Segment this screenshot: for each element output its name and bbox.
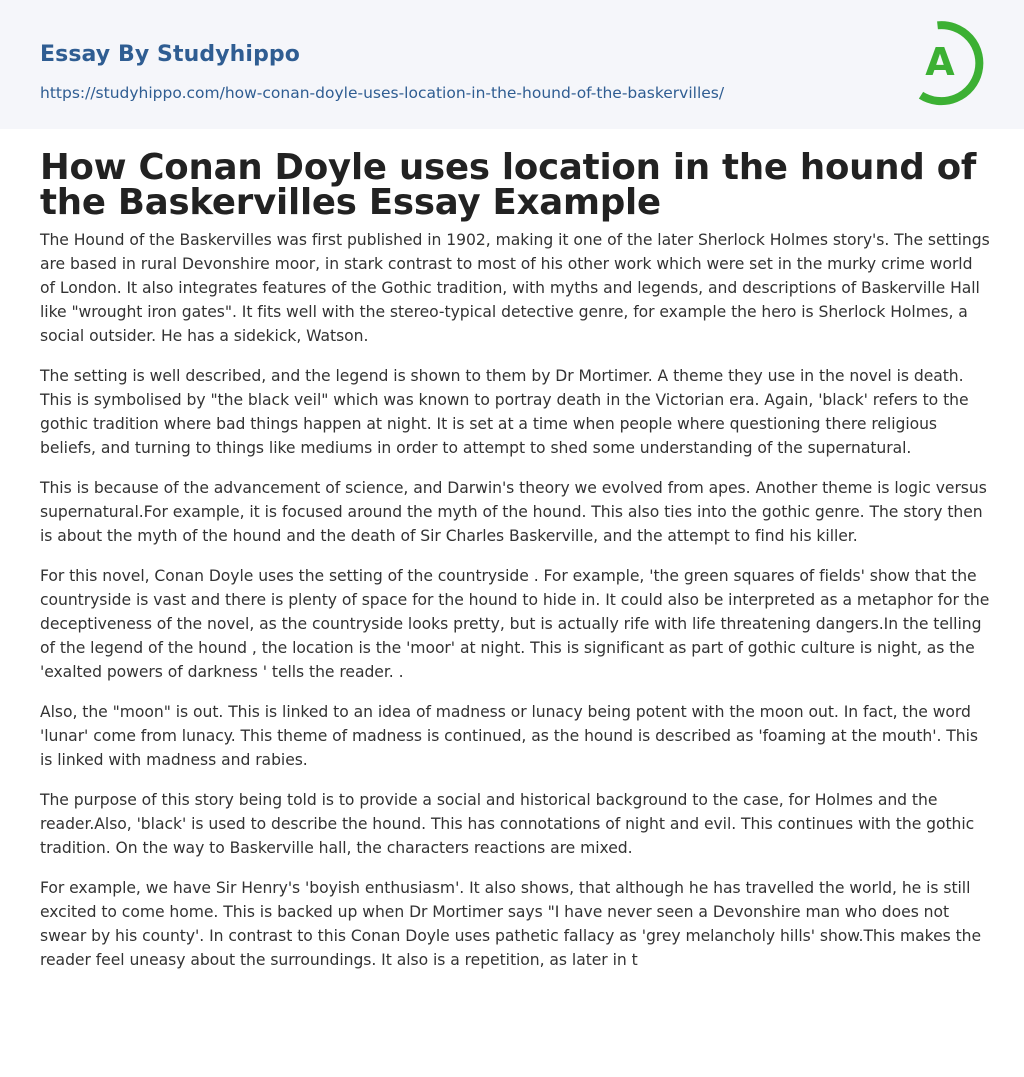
site-header [0,0,1024,129]
page-title: How Conan Doyle uses location in the hound of the Baskervilles Essay Example [40,147,977,223]
essay-paragraph: For this novel, Conan Doyle uses the setting of the countryside . For example, 'the green squares of fields' show that the countryside is vast and there is plenty of space for the hound to hide in. It could also be interpreted as a metaphor for the deceptiveness of the novel, as the countryside looks pretty, but is actually rife with life threatening dangers.In the telling of the legend of the hound , the location is the 'moor' at night. This is significant as part of gothic culture is night, as the 'exalted powers of darkness ' tells the reader. . [40,567,990,681]
logo-a-icon [908,18,988,106]
essay-paragraph: The setting is well described, and the legend is shown to them by Dr Mortimer. A theme they use in the novel is death. This is symbolised by "the black veil" which was known to portray death in the Victorian era. Again, 'black' refers to the gothic tradition where bad things happen at night. It is set at a time when people where questioning there religious beliefs, and turning to things like mediums in order to attempt to shed some understanding of the supernatural. [40,367,969,457]
essay-paragraph: The Hound of the Baskervilles was first published in 1902, making it one of the later Sherlock Holmes story's. The settings are based in rural Devonshire moor, in stark contrast to most of his other work which were set in the murky crime world of London. It also integrates features of the Gothic tradition, with myths and legends, and descriptions of Baskerville Hall like "wrought iron gates". It fits well with the stereo-typical detective genre, for example the hero is Sherlock Holmes, a social outsider. He has a sidekick, Watson. [40,231,990,345]
svg-text:A: A [925,40,955,84]
essay-paragraph: Also, the "moon" is out. This is linked to an idea of madness or lunacy being potent with the moon out. In fact, the word 'lunar' come from lunacy. This theme of madness is continued, as the hound is described as 'foaming at the mouth'. This is linked with madness and rabies. [40,703,978,769]
page-url-link[interactable]: https://studyhippo.com/how-conan-doyle-uses-location-in-the-hound-of-the-baskervilles/ [40,84,725,102]
essay-body [40,228,990,988]
essay-paragraph: For example, we have Sir Henry's 'boyish enthusiasm'. It also shows, that although he has travelled the world, he is still excited to come home. This is backed up when Dr Mortimer says "I have never seen a Devonshire man who does not swear by his county'. In contrast to this Conan Doyle uses pathetic fallacy as 'grey melancholy hills' show.This makes the reader feel uneasy about the surroundings. It also is a repetition, as later in t [40,879,982,969]
essay-paragraph: This is because of the advancement of science, and Darwin's theory we evolved from apes. Another theme is logic versus supernatural.For example, it is focused around the myth of the hound. This also ties into the gothic genre. The story then is about the myth of the hound and the death of Sir Charles Baskerville, and the attempt to find his killer. [40,479,987,545]
studyhippo-logo[interactable] [908,18,988,106]
essay-paragraph: The purpose of this story being told is to provide a social and historical background to the case, for Holmes and the reader.Also, 'black' is used to describe the hound. This has connotations of night and evil. This continues with the gothic tradition. On the way to Baskerville hall, the characters reactions are mixed. [40,791,975,857]
site-brand[interactable]: Essay By Studyhippo [40,42,300,67]
